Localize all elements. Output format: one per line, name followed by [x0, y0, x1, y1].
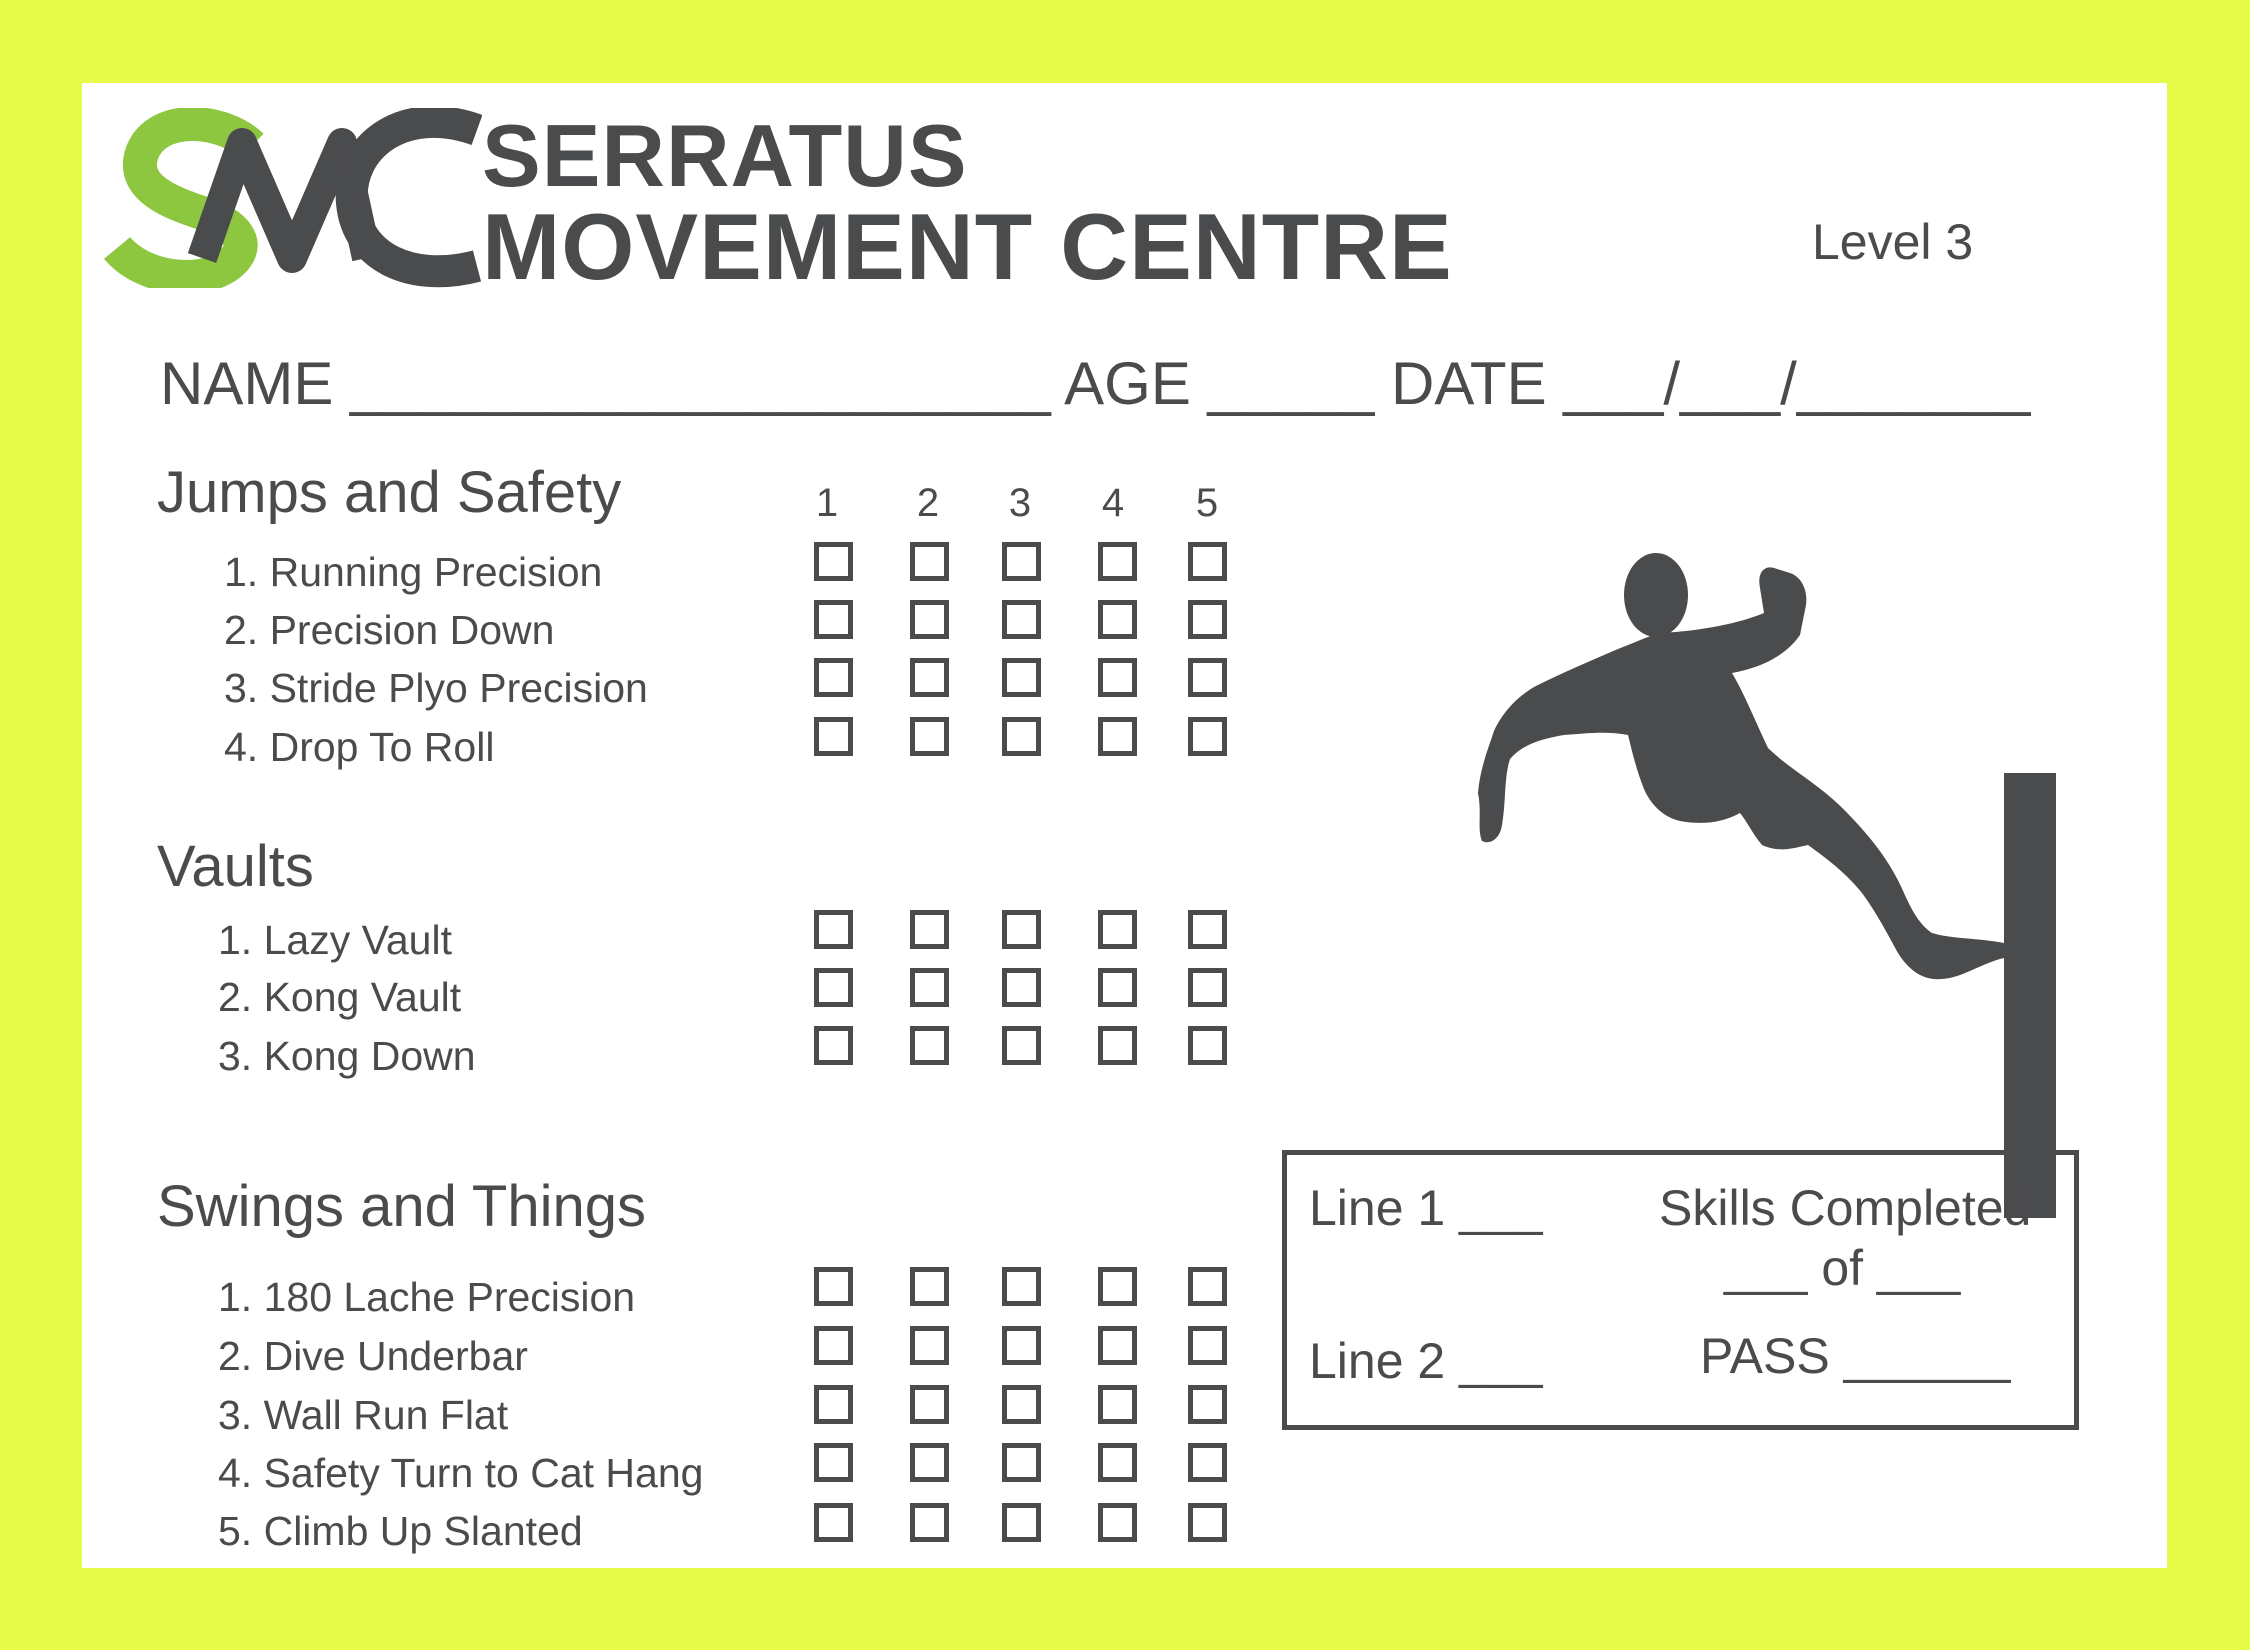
skill-checkbox[interactable]	[1188, 717, 1227, 756]
column-number-5: 5	[1195, 481, 1219, 525]
skill-checkbox[interactable]	[910, 1326, 949, 1365]
skill-checkbox[interactable]	[1098, 1026, 1137, 1065]
skill-checkbox[interactable]	[910, 1503, 949, 1542]
skill-item: 1. Lazy Vault	[218, 917, 452, 963]
skill-checkbox[interactable]	[910, 1443, 949, 1482]
skill-checkbox[interactable]	[1098, 658, 1137, 697]
skill-checkbox[interactable]	[910, 910, 949, 949]
skill-checkbox[interactable]	[1188, 658, 1227, 697]
skill-checkbox[interactable]	[1098, 1267, 1137, 1306]
skill-checkbox[interactable]	[1098, 542, 1137, 581]
skill-checkbox[interactable]	[1002, 968, 1041, 1007]
skill-checkbox[interactable]	[1098, 1385, 1137, 1424]
skills-completed-label: Skills Completed	[1659, 1180, 2032, 1236]
skill-checkbox[interactable]	[910, 968, 949, 1007]
skill-checkbox[interactable]	[1002, 542, 1041, 581]
line-2-field[interactable]: Line 2 ___	[1309, 1333, 1543, 1389]
skill-checkbox[interactable]	[910, 717, 949, 756]
skill-item: 3. Kong Down	[218, 1033, 476, 1079]
skills-completed-count[interactable]: ___ of ___	[1724, 1240, 1961, 1296]
skill-checkbox[interactable]	[910, 542, 949, 581]
section-title-vaults: Vaults	[157, 834, 314, 899]
name-age-date-line[interactable]: NAME _____________________ AGE _____ DATE ___/___/_______	[160, 350, 2031, 417]
line-1-field[interactable]: Line 1 ___	[1309, 1180, 1543, 1236]
skill-checkbox[interactable]	[814, 1385, 853, 1424]
skill-checkbox[interactable]	[814, 717, 853, 756]
column-number-3: 3	[1008, 481, 1032, 525]
skill-checkbox[interactable]	[910, 658, 949, 697]
skill-checkbox[interactable]	[910, 1385, 949, 1424]
skill-item: 3. Stride Plyo Precision	[224, 665, 648, 711]
skill-checkbox[interactable]	[1002, 1385, 1041, 1424]
skill-checkbox[interactable]	[1002, 658, 1041, 697]
skill-checkbox[interactable]	[1188, 1267, 1227, 1306]
skill-checkbox[interactable]	[814, 658, 853, 697]
pass-field[interactable]: PASS ______	[1700, 1328, 2011, 1384]
skill-checkbox[interactable]	[1188, 542, 1227, 581]
skill-item: 4. Drop To Roll	[224, 724, 495, 770]
level-label: Level 3	[1812, 214, 1974, 270]
section-title-jumps: Jumps and Safety	[157, 460, 622, 525]
skill-checkbox[interactable]	[1002, 1267, 1041, 1306]
skill-checkbox[interactable]	[1002, 910, 1041, 949]
skill-item: 5. Climb Up Slanted	[218, 1508, 583, 1554]
skill-item: 1. 180 Lache Precision	[218, 1274, 636, 1320]
skill-checkbox[interactable]	[1002, 717, 1041, 756]
column-number-2: 2	[916, 481, 940, 525]
skill-item: 2. Kong Vault	[218, 974, 462, 1020]
skill-checkbox[interactable]	[814, 542, 853, 581]
brand-line-1: SERRATUS	[482, 106, 968, 205]
brand-line-2: MOVEMENT CENTRE	[482, 194, 1453, 299]
skill-card	[82, 83, 2167, 1568]
skill-checkbox[interactable]	[1002, 1443, 1041, 1482]
skill-checkbox[interactable]	[1188, 1026, 1227, 1065]
skill-checkbox[interactable]	[1002, 1326, 1041, 1365]
skill-item: 4. Safety Turn to Cat Hang	[218, 1450, 704, 1496]
skill-checkbox[interactable]	[1188, 1503, 1227, 1542]
skill-checkbox[interactable]	[1098, 910, 1137, 949]
summary-box	[1282, 1150, 2079, 1430]
skill-checkbox[interactable]	[814, 1443, 853, 1482]
skill-checkbox[interactable]	[1098, 717, 1137, 756]
skill-item: 2. Dive Underbar	[218, 1333, 528, 1379]
column-number-1: 1	[815, 481, 839, 525]
skill-checkbox[interactable]	[1188, 1326, 1227, 1365]
skill-checkbox[interactable]	[814, 910, 853, 949]
skill-checkbox[interactable]	[814, 1503, 853, 1542]
skill-checkbox[interactable]	[1002, 1026, 1041, 1065]
skill-checkbox[interactable]	[1098, 600, 1137, 639]
skill-checkbox[interactable]	[1098, 1443, 1137, 1482]
skill-checkbox[interactable]	[1188, 600, 1227, 639]
skill-checkbox[interactable]	[910, 600, 949, 639]
skill-checkbox[interactable]	[814, 1267, 853, 1306]
skill-item: 3. Wall Run Flat	[218, 1392, 509, 1438]
skill-checkbox[interactable]	[1188, 1385, 1227, 1424]
skill-checkbox[interactable]	[1098, 968, 1137, 1007]
skill-checkbox[interactable]	[814, 1326, 853, 1365]
skill-checkbox[interactable]	[1098, 1503, 1137, 1542]
skill-checkbox[interactable]	[1188, 1443, 1227, 1482]
skill-checkbox[interactable]	[814, 600, 853, 639]
skill-checkbox[interactable]	[1188, 910, 1227, 949]
skill-checkbox[interactable]	[910, 1026, 949, 1065]
skill-checkbox[interactable]	[1188, 968, 1227, 1007]
section-title-swings: Swings and Things	[157, 1174, 647, 1239]
skill-item: 1. Running Precision	[224, 549, 603, 595]
parkour-silhouette-icon	[1422, 473, 2082, 1233]
skill-item: 2. Precision Down	[224, 607, 555, 653]
skill-checkbox[interactable]	[1098, 1326, 1137, 1365]
column-number-4: 4	[1101, 481, 1125, 525]
skill-checkbox[interactable]	[814, 1026, 853, 1065]
skill-checkbox[interactable]	[1002, 1503, 1041, 1542]
skill-checkbox[interactable]	[1002, 600, 1041, 639]
skill-checkbox[interactable]	[814, 968, 853, 1007]
skill-checkbox[interactable]	[910, 1267, 949, 1306]
smc-logo	[102, 108, 482, 288]
